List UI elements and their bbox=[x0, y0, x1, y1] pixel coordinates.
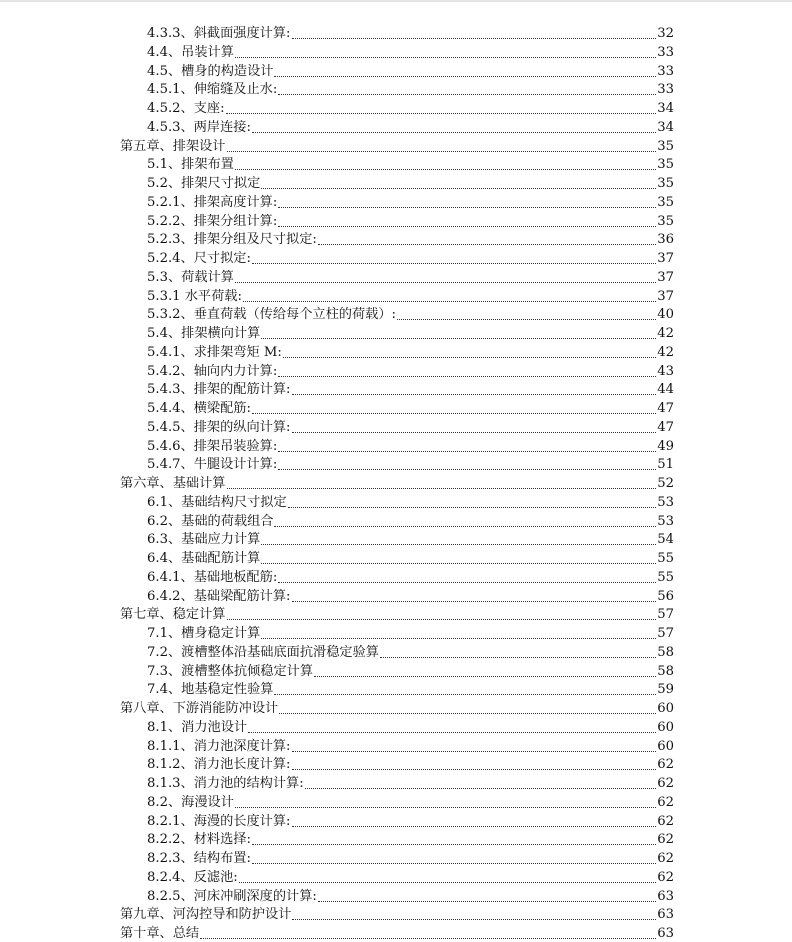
toc-entry-page-number: 36 bbox=[657, 232, 674, 248]
toc-entry-label: 8.1.3、消力池的结构计算: bbox=[147, 776, 304, 791]
toc-entry-page-number: 47 bbox=[657, 419, 674, 435]
toc-entry-page-number: 43 bbox=[657, 363, 674, 379]
toc-dot-leader bbox=[235, 281, 656, 283]
toc-dot-leader bbox=[278, 581, 656, 583]
toc-entry-label: 4.4、吊装计算 bbox=[147, 44, 234, 60]
toc-entry-label: 5.2.2、排架分组计算: bbox=[147, 213, 278, 229]
toc-entry-label: 5.4.1、求排架弯矩 M: bbox=[147, 344, 282, 360]
toc-entry-label: 4.5、槽身的构造设计 bbox=[147, 63, 274, 79]
toc-entry-page-number: 55 bbox=[657, 569, 674, 585]
toc-dot-leader bbox=[292, 918, 656, 920]
toc-entry-label: 8.2.2、材料选择: bbox=[147, 832, 251, 848]
toc-entry-label: 6.4.1、基础地板配筋: bbox=[147, 569, 278, 585]
toc-dot-leader bbox=[274, 693, 656, 695]
toc-entry[interactable] bbox=[147, 62, 674, 80]
toc-dot-leader bbox=[226, 112, 657, 114]
toc-entry[interactable] bbox=[147, 418, 674, 436]
toc-entry-label: 5.2.1、排架高度计算: bbox=[147, 194, 278, 210]
toc-entry-label: 第六章、基础计算 bbox=[120, 476, 226, 491]
toc-dot-leader bbox=[278, 225, 656, 227]
toc-entry-page-number: 35 bbox=[657, 194, 674, 210]
toc-entry-label: 7.2、渡槽整体沿基础底面抗滑稳定验算 bbox=[147, 644, 379, 660]
toc-entry-label: 6.3、基础应力计算 bbox=[147, 532, 261, 548]
toc-entry[interactable] bbox=[147, 174, 674, 192]
toc-dot-leader bbox=[305, 787, 657, 789]
toc-entry[interactable] bbox=[120, 474, 674, 492]
toc-entry[interactable] bbox=[147, 118, 674, 136]
toc-entry[interactable] bbox=[147, 512, 674, 530]
toc-entry-label: 第十章、总结 bbox=[120, 926, 200, 941]
toc-dot-leader bbox=[252, 843, 656, 845]
toc-entry-page-number: 33 bbox=[657, 82, 674, 98]
toc-entry-page-number: 34 bbox=[657, 119, 674, 135]
toc-dot-leader bbox=[292, 825, 657, 827]
toc-entry-label: 5.2.3、排架分组及尺寸拟定: bbox=[147, 232, 317, 248]
toc-entry-label: 5.4.5、排架的纵向计算: bbox=[147, 419, 291, 435]
toc-entry[interactable] bbox=[147, 587, 674, 605]
toc-entry-label: 8.1.2、消力池长度计算: bbox=[147, 757, 291, 773]
toc-dot-leader bbox=[274, 75, 656, 77]
toc-entry-label: 6.4、基础配筋计算 bbox=[147, 551, 261, 566]
toc-dot-leader bbox=[274, 525, 656, 527]
toc-entry-page-number: 54 bbox=[657, 532, 674, 548]
toc-entry[interactable] bbox=[120, 605, 674, 623]
toc-entry-label: 4.5.2、支座: bbox=[147, 101, 225, 116]
toc-entry[interactable] bbox=[147, 193, 674, 211]
toc-entry-label: 5.4.4、横梁配筋: bbox=[147, 401, 251, 416]
toc-entry[interactable] bbox=[120, 137, 674, 155]
toc-entry[interactable] bbox=[120, 924, 674, 942]
toc-entry[interactable] bbox=[147, 80, 674, 98]
toc-dot-leader bbox=[292, 393, 657, 395]
toc-entry[interactable] bbox=[147, 812, 674, 830]
toc-entry-page-number: 60 bbox=[657, 738, 674, 754]
toc-entry[interactable] bbox=[147, 437, 674, 455]
toc-entry[interactable] bbox=[147, 268, 674, 286]
toc-entry[interactable] bbox=[147, 718, 674, 736]
toc-entry[interactable] bbox=[147, 643, 674, 661]
toc-entry[interactable] bbox=[147, 830, 674, 848]
toc-entry-label: 7.4、地基稳定性验算 bbox=[147, 682, 274, 698]
toc-entry-page-number: 37 bbox=[657, 269, 674, 285]
toc-entry-page-number: 37 bbox=[657, 288, 674, 304]
toc-dot-leader bbox=[314, 675, 656, 677]
toc-entry-label: 5.1、排架布置 bbox=[147, 157, 234, 173]
toc-entry-page-number: 62 bbox=[657, 813, 674, 829]
toc-entry[interactable] bbox=[147, 887, 674, 905]
toc-entry-label: 7.3、渡槽整体抗倾稳定计算 bbox=[147, 663, 314, 679]
toc-dot-leader bbox=[252, 262, 656, 264]
toc-entry[interactable] bbox=[147, 849, 674, 867]
toc-entry-page-number: 56 bbox=[657, 588, 674, 604]
toc-entry-label: 6.4.2、基础梁配筋计算: bbox=[147, 588, 291, 604]
toc-entry-label: 第五章、排架设计 bbox=[120, 138, 226, 154]
toc-entry-page-number: 62 bbox=[657, 776, 674, 791]
toc-entry-label: 4.5.3、两岸连接: bbox=[147, 119, 251, 135]
toc-entry[interactable] bbox=[147, 793, 674, 811]
toc-entry-label: 5.4、排架横向计算 bbox=[147, 326, 261, 341]
toc-entry-label: 5.2、排架尺寸拟定 bbox=[147, 176, 261, 191]
toc-dot-leader bbox=[283, 356, 656, 358]
toc-entry-page-number: 55 bbox=[657, 551, 674, 566]
toc-dot-leader bbox=[380, 656, 656, 658]
toc-entry-page-number: 40 bbox=[657, 307, 674, 323]
toc-entry[interactable] bbox=[147, 737, 674, 755]
toc-dot-leader bbox=[292, 431, 657, 433]
toc-entry-label: 4.3.3、斜截面强度计算: bbox=[147, 26, 291, 41]
toc-entry[interactable] bbox=[147, 230, 674, 248]
toc-dot-leader bbox=[252, 131, 656, 133]
toc-entry-label: 5.3.1 水平荷载: bbox=[147, 288, 242, 304]
toc-entry-label: 8.2.3、结构布置: bbox=[147, 851, 251, 866]
toc-dot-leader bbox=[397, 318, 656, 320]
toc-entry[interactable] bbox=[147, 662, 674, 680]
toc-dot-leader bbox=[235, 806, 656, 808]
toc-entry-label: 8.2.1、海漫的长度计算: bbox=[147, 813, 291, 829]
toc-entry-page-number: 62 bbox=[657, 869, 674, 885]
toc-entry[interactable] bbox=[147, 680, 674, 698]
toc-dot-leader bbox=[227, 150, 657, 152]
toc-entry-page-number: 57 bbox=[657, 607, 674, 623]
toc-entry[interactable] bbox=[120, 699, 674, 717]
toc-entry-label: 8.1.1、消力池深度计算: bbox=[147, 738, 291, 754]
toc-entry[interactable] bbox=[147, 212, 674, 230]
toc-entry[interactable] bbox=[147, 493, 674, 511]
toc-dot-leader bbox=[318, 900, 656, 902]
toc-dot-leader bbox=[227, 487, 657, 489]
toc-entry-page-number: 62 bbox=[657, 757, 674, 773]
toc-entry-label: 4.5.1、伸缩缝及止水: bbox=[147, 82, 278, 98]
toc-entry-page-number: 47 bbox=[657, 401, 674, 416]
toc-entry[interactable] bbox=[147, 624, 674, 642]
toc-dot-leader bbox=[239, 881, 656, 883]
toc-entry-page-number: 42 bbox=[657, 326, 674, 341]
toc-entry[interactable] bbox=[147, 530, 674, 548]
toc-entry-page-number: 63 bbox=[657, 926, 674, 941]
toc-dot-leader bbox=[252, 412, 656, 414]
toc-entry-label: 7.1、槽身稳定计算 bbox=[147, 626, 261, 641]
toc-entry-page-number: 58 bbox=[657, 644, 674, 660]
toc-entry-page-number: 60 bbox=[657, 701, 674, 716]
toc-entry-page-number: 52 bbox=[657, 476, 674, 491]
toc-entry[interactable] bbox=[147, 99, 674, 117]
toc-entry[interactable] bbox=[147, 568, 674, 586]
toc-entry-page-number: 63 bbox=[657, 907, 674, 923]
toc-dot-leader bbox=[261, 562, 656, 564]
toc-entry-label: 5.4.3、排架的配筋计算: bbox=[147, 382, 291, 398]
toc-entry-page-number: 35 bbox=[657, 138, 674, 154]
toc-entry-label: 5.3.2、垂直荷载（传给每个立柱的荷载）: bbox=[147, 307, 396, 323]
toc-entry[interactable] bbox=[147, 43, 674, 61]
toc-entry-page-number: 35 bbox=[657, 157, 674, 173]
toc-entry[interactable] bbox=[147, 324, 674, 342]
toc-entry-page-number: 53 bbox=[657, 494, 674, 510]
toc-entry-page-number: 42 bbox=[657, 344, 674, 360]
toc-entry-page-number: 44 bbox=[657, 382, 674, 398]
toc-entry-page-number: 59 bbox=[657, 682, 674, 698]
toc-entry-page-number: 51 bbox=[657, 457, 674, 473]
toc-dot-leader bbox=[292, 750, 657, 752]
toc-entry-label: 8.1、消力池设计 bbox=[147, 719, 248, 735]
toc-dot-leader bbox=[261, 637, 656, 639]
toc-entry-label: 8.2、海漫设计 bbox=[147, 794, 234, 810]
toc-entry[interactable] bbox=[147, 455, 674, 473]
toc-entry[interactable] bbox=[120, 905, 674, 923]
toc-dot-leader bbox=[235, 168, 656, 170]
toc-entry-label: 5.4.6、排架吊装验算: bbox=[147, 438, 278, 454]
toc-entry-page-number: 62 bbox=[657, 832, 674, 848]
toc-entry-page-number: 35 bbox=[657, 213, 674, 229]
toc-dot-leader bbox=[248, 731, 656, 733]
toc-entry[interactable] bbox=[147, 24, 674, 42]
toc-entry-page-number: 33 bbox=[657, 44, 674, 60]
toc-entry-label: 8.2.5、河床冲刷深度的计算: bbox=[147, 888, 317, 904]
toc-entry[interactable] bbox=[147, 755, 674, 773]
toc-entry-label: 5.2.4、尺寸拟定: bbox=[147, 251, 251, 266]
toc-dot-leader bbox=[278, 206, 656, 208]
toc-entry[interactable] bbox=[147, 549, 674, 567]
toc-dot-leader bbox=[279, 712, 656, 714]
toc-entry-page-number: 53 bbox=[657, 513, 674, 529]
toc-dot-leader bbox=[278, 93, 656, 95]
toc-dot-leader bbox=[252, 862, 656, 864]
toc-entry[interactable] bbox=[147, 868, 674, 886]
toc-entry-label: 6.1、基础结构尺寸拟定 bbox=[147, 494, 287, 510]
toc-entry-page-number: 37 bbox=[657, 251, 674, 266]
toc-entry-label: 6.2、基础的荷载组合 bbox=[147, 513, 274, 529]
toc-entry-label: 第七章、稳定计算 bbox=[120, 607, 226, 623]
toc-dot-leader bbox=[318, 243, 656, 245]
toc-dot-leader bbox=[235, 56, 656, 58]
toc-entry-label: 5.4.2、轴向内力计算: bbox=[147, 363, 278, 379]
toc-entry-page-number: 62 bbox=[657, 851, 674, 866]
toc-entry-page-number: 32 bbox=[657, 26, 674, 41]
toc-entry-page-number: 34 bbox=[657, 101, 674, 116]
toc-entry[interactable] bbox=[147, 305, 674, 323]
toc-entry[interactable] bbox=[147, 249, 674, 267]
toc-entry-label: 5.3、荷载计算 bbox=[147, 269, 234, 285]
toc-dot-leader bbox=[227, 618, 657, 620]
toc-entry-label: 8.2.4、反滤池: bbox=[147, 869, 238, 885]
toc-entry-page-number: 33 bbox=[657, 63, 674, 79]
toc-dot-leader bbox=[288, 506, 657, 508]
toc-entry-page-number: 35 bbox=[657, 176, 674, 191]
toc-entry[interactable] bbox=[147, 362, 674, 380]
toc-entry-page-number: 58 bbox=[657, 663, 674, 679]
toc-entry[interactable] bbox=[147, 287, 674, 305]
toc-dot-leader bbox=[278, 468, 656, 470]
toc-entry-label: 5.4.7、牛腿设计计算: bbox=[147, 457, 278, 473]
toc-dot-leader bbox=[243, 300, 656, 302]
toc-entry[interactable] bbox=[147, 155, 674, 173]
toc-entry[interactable] bbox=[147, 380, 674, 398]
toc-dot-leader bbox=[278, 375, 656, 377]
toc-entry-page-number: 60 bbox=[657, 719, 674, 735]
toc-entry-label: 第九章、河沟控导和防护设计 bbox=[120, 907, 292, 923]
toc-entry-page-number: 62 bbox=[657, 794, 674, 810]
toc-dot-leader bbox=[261, 187, 656, 189]
toc-dot-leader bbox=[261, 543, 656, 545]
toc-entry[interactable] bbox=[147, 399, 674, 417]
toc-dot-leader bbox=[261, 337, 656, 339]
toc-entry-page-number: 49 bbox=[657, 438, 674, 454]
toc-dot-leader bbox=[292, 37, 657, 39]
toc-dot-leader bbox=[292, 768, 657, 770]
toc-dot-leader bbox=[200, 937, 656, 939]
toc-entry[interactable] bbox=[147, 343, 674, 361]
toc-dot-leader bbox=[278, 450, 656, 452]
toc-entry-page-number: 63 bbox=[657, 888, 674, 904]
toc-entry-label: 第八章、下游消能防冲设计 bbox=[120, 701, 279, 716]
toc-entry-page-number: 57 bbox=[657, 626, 674, 641]
toc-dot-leader bbox=[292, 600, 657, 602]
toc-entry[interactable] bbox=[147, 774, 674, 792]
